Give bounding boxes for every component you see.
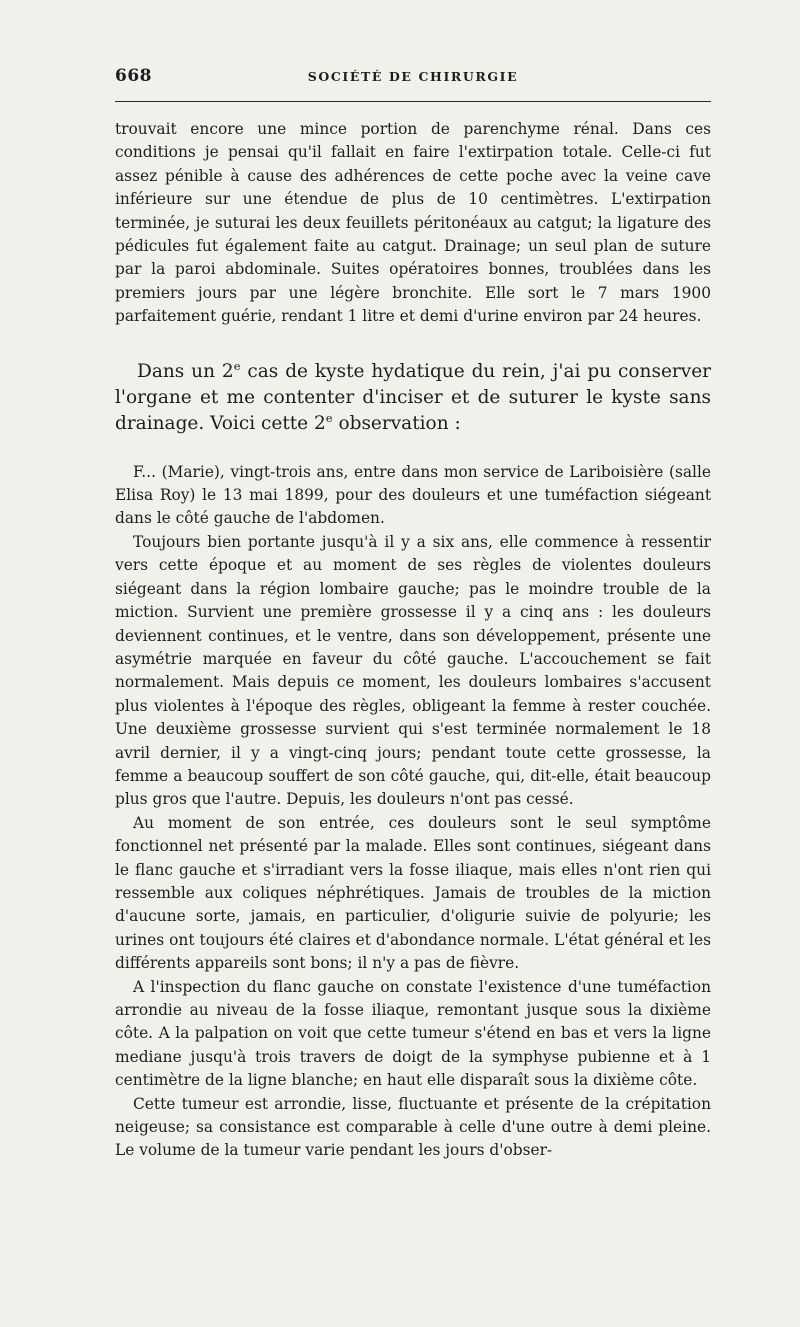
intro-sup-2: e (325, 410, 333, 425)
header-rule (115, 101, 711, 102)
running-title: SOCIÉTÉ DE CHIRURGIE (307, 69, 519, 84)
paragraph-observation-symptoms: Au moment de son entrée, ces douleurs sont le seul symptôme fonctionnel net présenté par la malade. Elles sont continues, siégeant dans le flanc gauche et s'irradiant vers la fosse iliaque, mais elles n'ont rien qui ressemble aux coliques néphrétiques. Jamais de troubles de la miction d'aucune sorte, jamais, en particulier, d'oligurie suivie de polyurie; les urines ont toujours été claires et d'abondance normale. L'état général et les différents appareils sont bons; il n'y a pas de fièvre. (115, 813, 711, 973)
paragraph-second-case-intro (115, 359, 711, 437)
paragraph-observation-history: Toujours bien portante jusqu'à il y a six ans, elle commence à ressentir vers cette époque et au moment de ses règles de violentes douleurs siégeant dans la région lombaire gauche; pas le moindre trouble de la miction. Survient une première grossesse il y a cinq ans : les douleurs deviennent continues, et le ventre, dans son développement, présente une asymétrie marquée en faveur du côté gauche. L'accouchement se fait normalement. Mais depuis ce moment, les douleurs lombaires s'accusent plus violentes à l'époque des règles, obligeant la femme à rester couchée. Une deuxième grossesse survient qui s'est terminée normalement le 18 avril dernier, il y a vingt-cinq jours; pendant toute cette grossesse, la femme a beaucoup souffert de son côté gauche, qui, dit-elle, était beaucoup plus gros que l'autre. Depuis, les douleurs n'ont pas cessé. (115, 532, 711, 809)
paragraph-observation-admission: F... (Marie), vingt-trois ans, entre dans mon service de Lariboisière (salle Elisa Roy) le 13 mai 1899, pour des douleurs et une tuméfaction siégeant dans le côté gauche de l'abdomen. (115, 462, 711, 528)
page-number: 668 (115, 66, 152, 86)
intro-text-b: cas de kyste hydatique du rein, j'ai pu conserver l'organe et me contenter d'inciser et de suturer le kyste sans drainage. Voici cette 2 (115, 360, 711, 434)
intro-text-a: Dans un 2 (137, 360, 234, 382)
page-header (115, 66, 711, 90)
page-body (115, 118, 711, 1163)
intro-sup-1: e (233, 358, 241, 373)
paragraph-observation-inspection: A l'inspection du flanc gauche on constate l'existence d'une tuméfaction arrondie au niveau de la fosse iliaque, remontant jusque sous la dixième côte. A la palpation on voit que cette tumeur s'étend en bas et vers la ligne mediane jusqu'à trois travers de doigt de la symphyse pubienne et à 1 centimètre de la ligne blanche; en haut elle disparaît sous la dixième côte. (115, 977, 711, 1090)
paragraph-observation-tumor: Cette tumeur est arrondie, lisse, fluctuante et présente de la crépitation neigeuse; sa consistance est comparable à celle d'une outre à demi pleine. Le volume de la tumeur varie pendant les jours d'obser- (115, 1094, 711, 1160)
intro-text-c: observation : (332, 412, 461, 434)
paragraph-case-continuation: trouvait encore une mince portion de parenchyme rénal. Dans ces conditions je pensai qu'il fallait en faire l'extirpation totale. Celle-ci fut assez pénible à cause des adhérences de cette poche avec la veine cave inférieure sur une étendue de plus de 10 centimètres. L'extirpation terminée, je suturai les deux feuillets péritonéaux au catgut; la ligature des pédicules fut également faite au catgut. Drainage; un seul plan de suture par la paroi abdominale. Suites opératoires bonnes, troublées dans les premiers jours par une légère bronchite. Elle sort le 7 mars 1900 parfaitement guérie, rendant 1 litre et demi d'urine environ par 24 heures. (115, 120, 711, 326)
